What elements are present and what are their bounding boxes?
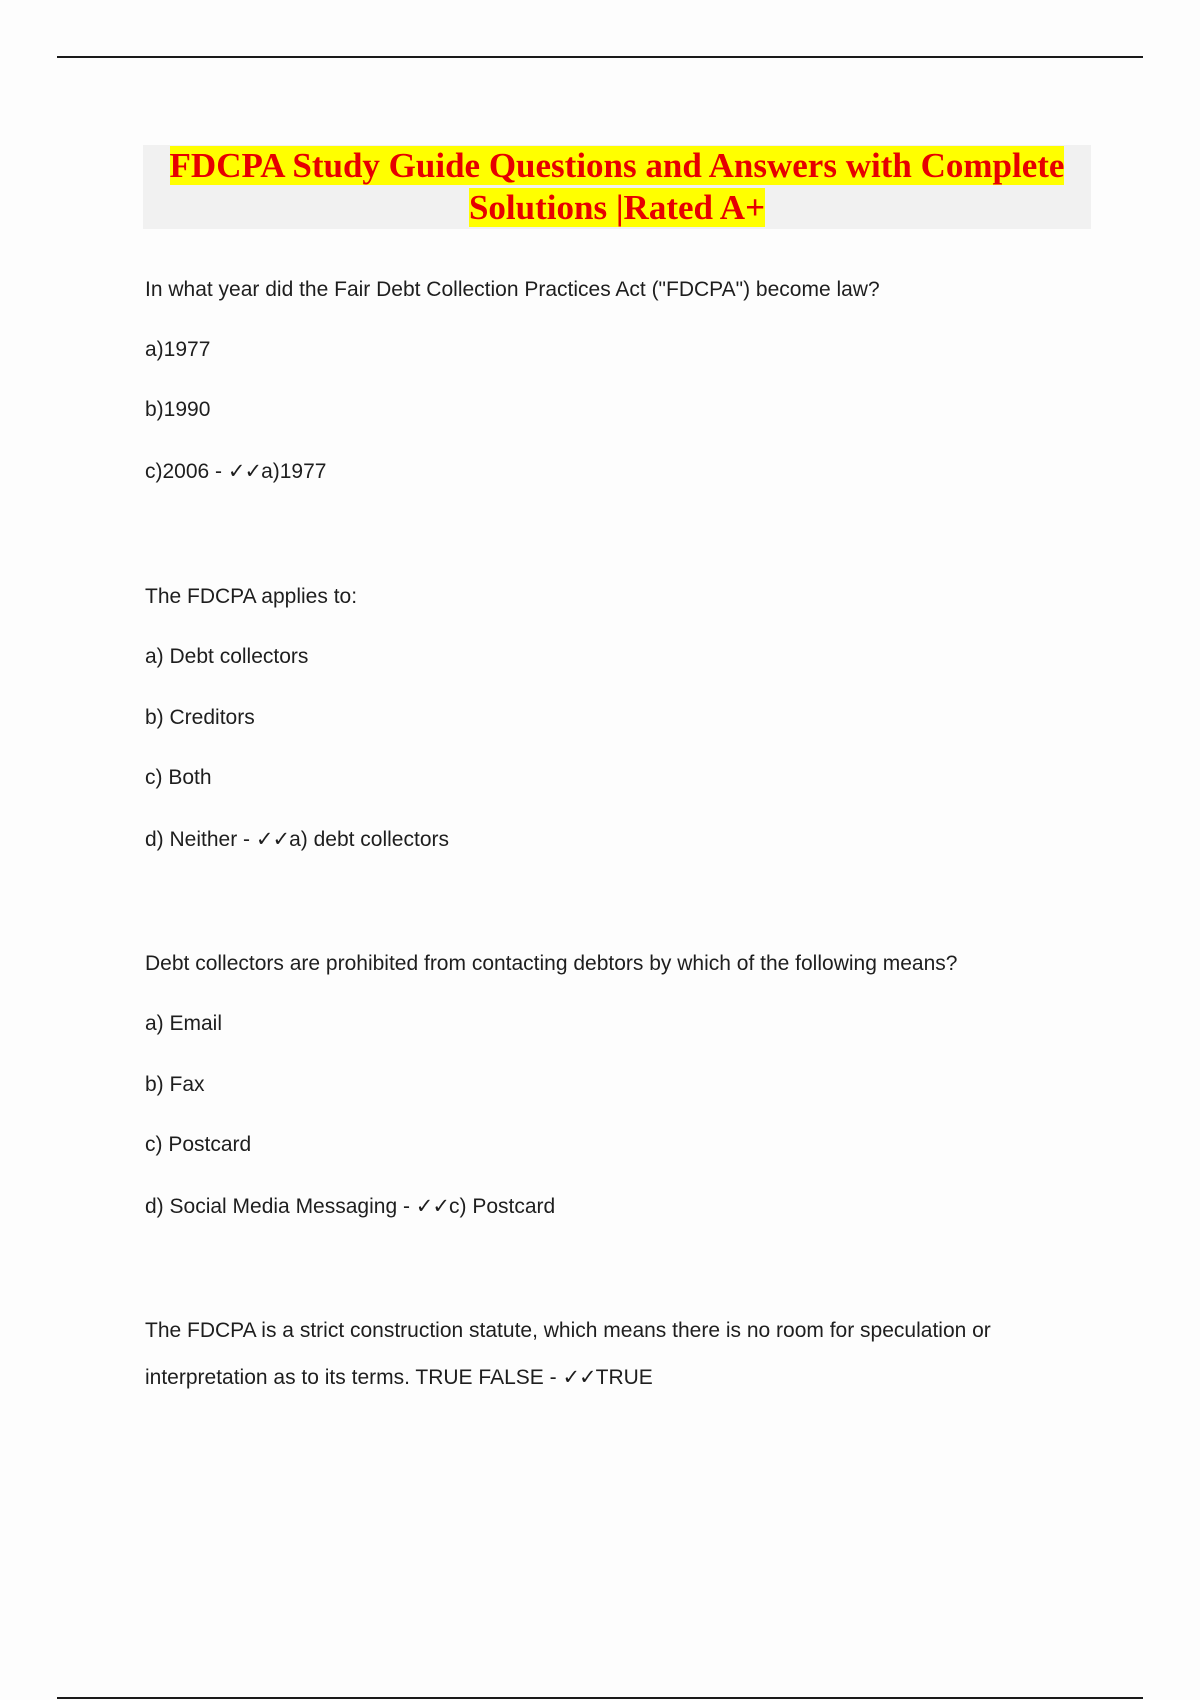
- question-2-option-a: a) Debt collectors: [145, 645, 309, 668]
- checkmark-icon: ✓✓: [415, 1195, 449, 1218]
- question-2-option-c: c) Both: [145, 766, 212, 789]
- checkmark-icon: ✓✓: [562, 1366, 596, 1389]
- question-3-option-d: d) Social Media Messaging -: [145, 1195, 416, 1218]
- checkmark-icon: ✓✓: [255, 828, 290, 851]
- question-1: In what year did the Fair Debt Collection Practices Act ("FDCPA") become law?: [145, 278, 880, 301]
- header-rule: [57, 56, 1143, 58]
- document-title: [143, 145, 1091, 229]
- question-1-option-c: c)2006 -: [145, 460, 228, 483]
- question-2-option-b: b) Creditors: [145, 706, 255, 729]
- title-line-2: Solutions |Rated A+: [468, 188, 766, 227]
- checkmark-icon: ✓✓: [227, 460, 262, 483]
- question-3: Debt collectors are prohibited from contacting debtors by which of the following means?: [145, 952, 958, 975]
- question-3-option-a: a) Email: [145, 1012, 223, 1035]
- question-3-option-c: c) Postcard: [145, 1133, 252, 1156]
- question-1-option-b: b)1990: [145, 398, 211, 421]
- question-2-option-d: d) Neither -: [145, 828, 256, 851]
- question-4-answer-line: [145, 1366, 653, 1390]
- question-4-line-1: The FDCPA is a strict construction statute, which means there is no room for speculation or: [145, 1319, 991, 1342]
- question-3-answer: c) Postcard: [449, 1195, 556, 1218]
- question-4-line-2: interpretation as to its terms. TRUE FALSE -: [145, 1366, 563, 1389]
- question-1-option-a: a)1977: [145, 338, 211, 361]
- footer-rule: [57, 1697, 1143, 1699]
- question-1-answer-line: [145, 460, 326, 484]
- question-1-answer: a)1977: [261, 460, 327, 483]
- question-2-answer-line: [145, 828, 449, 852]
- question-3-option-b: b) Fax: [145, 1073, 205, 1096]
- question-2: The FDCPA applies to:: [145, 585, 358, 608]
- question-3-answer-line: [145, 1195, 555, 1219]
- question-4-answer: TRUE: [595, 1366, 653, 1389]
- title-line-1: FDCPA Study Guide Questions and Answers with Complete: [169, 146, 1065, 185]
- question-2-answer: a) debt collectors: [289, 828, 449, 851]
